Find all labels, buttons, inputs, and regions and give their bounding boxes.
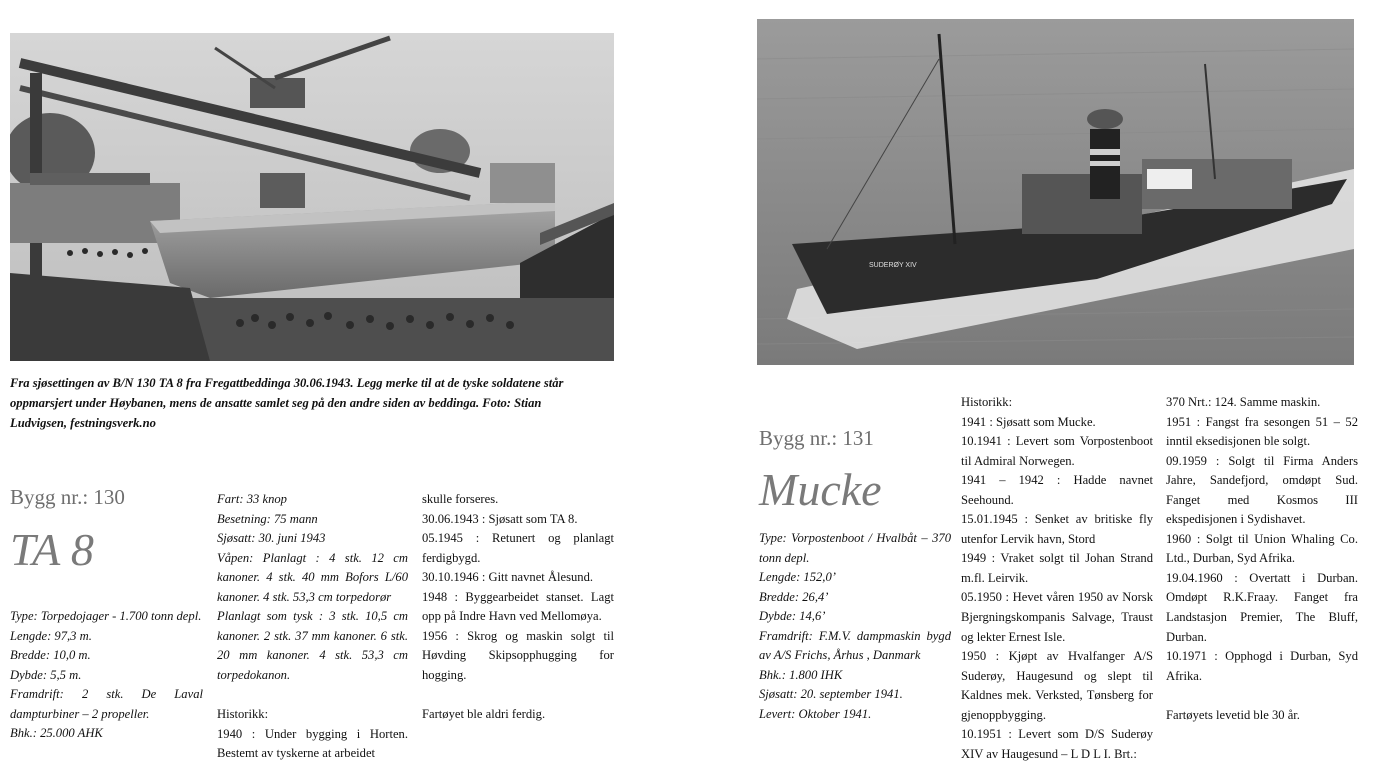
launch-photo — [10, 33, 614, 361]
spec-width: Bredde: 26,4’ — [759, 589, 829, 604]
ship-at-sea-photo — [757, 19, 1354, 365]
spec-depth: Dybde: 5,5 m. — [10, 667, 82, 682]
spec-power: Bhk.: 1.800 IHK — [759, 667, 843, 682]
history-label: Historikk: — [961, 395, 1013, 409]
spec-launched: Sjøsatt: 30. juni 1943 — [217, 531, 326, 546]
spec-length: Lengde: 97,3 m. — [10, 628, 92, 643]
history-item: 1956 : Skrog og maskin solgt til Høvding Skipsopphugging for hogging. — [422, 628, 614, 682]
spec-weapons-german: Planlagt som tysk : 3 stk. 10,5 cm kanoner. 2 stk. 37 mm kanoner. 6 stk. 20 mm kanoner. 4 stk. 53,3 cm torpedokanon. — [217, 609, 408, 682]
build-number-130: Bygg nr.: 130 — [10, 485, 125, 509]
history-item: 1951 : Fangst fra sesongen 51 – 52 inntil eksedisjonen ble solgt. — [1166, 414, 1358, 449]
history-item: 30.06.1943 : Sjøsatt som TA 8. — [422, 511, 578, 526]
history-item: 09.1959 : Solgt til Firma Anders Jahre, Sandefjord, omdøpt Sud. Fanget med Kosmos III ekspedisjonen i Sydishavet. — [1166, 453, 1358, 527]
history-note: Fartøyets levetid ble 30 år. — [1166, 707, 1300, 722]
spec-crew: Besetning: 75 mann — [217, 511, 318, 526]
spec-power: Bhk.: 25.000 AHK — [10, 726, 103, 741]
spec-delivered: Levert: Oktober 1941. — [759, 706, 872, 721]
hull-name-text: SUDERØY XIV — [869, 262, 917, 269]
spec-type: Type: Vorpostenboot / Hvalbåt – 370 tonn depl. — [759, 531, 951, 565]
spec-length: Lengde: 152,0’ — [759, 570, 836, 585]
ta8-history-column — [422, 490, 614, 725]
history-item: skulle forseres. — [422, 492, 499, 506]
mucke-history-column-1 — [961, 393, 1153, 764]
history-note: Fartøyet ble aldri ferdig. — [422, 707, 546, 722]
ta8-details-column — [217, 490, 408, 764]
history-item: 19.04.1960 : Overtatt i Durban. Omdøpt R.K.Fraay. Fanget fra Landstasjon Premier, The Bluff, Durban. — [1166, 570, 1358, 644]
ta8-specs-column — [10, 607, 203, 744]
photo-caption: Fra sjøsettingen av B/N 130 TA 8 fra Fregattbeddinga 30.06.1943. Legg merke til at de tyske soldatene står oppmarsjert under Høybanen, mens de ansatte samlet seg på den andre siden av beddinga. Foto: Stian Ludvigsen, festningsverk.no — [10, 376, 564, 430]
spec-type: Type: Torpedojager - 1.700 tonn depl. — [10, 609, 202, 623]
spec-propulsion: Framdrift: F.M.V. dampmaskin bygd av A/S Frichs, Århus , Danmark — [759, 628, 951, 663]
history-item: 05.1945 : Retunert og planlagt ferdigbygd. — [422, 531, 614, 565]
ship-name-ta8: TA 8 — [10, 524, 94, 575]
launch-photo-graphic — [10, 33, 614, 361]
history-item: 1941 – 1942 : Hadde navnet Seehound. — [961, 473, 1153, 507]
history-item: 1960 : Solgt til Union Whaling Co. Ltd., Durban, Syd Afrika. — [1166, 531, 1358, 566]
mucke-history-column-2 — [1166, 393, 1358, 725]
spec-weapons-planned: Våpen: Planlagt : 4 stk. 12 cm kanoner. 4 stk. 40 mm Bofors L/60 kanoner. 4 stk. 53,3 cm torpedorør — [217, 550, 408, 604]
history-item: 370 Nrt.: 124. Samme maskin. — [1166, 395, 1321, 409]
ship-name-mucke: Mucke — [759, 464, 882, 515]
spec-speed: Fart: 33 knop — [217, 492, 287, 506]
history-label: Historikk: — [217, 707, 269, 722]
history-item: 1948 : Byggearbeidet stanset. Lagt opp på Indre Havn ved Mellomøya. — [422, 589, 614, 624]
mucke-specs-column — [759, 529, 951, 724]
history-item: 30.10.1946 : Gitt navnet Ålesund. — [422, 570, 594, 585]
history-item: 1949 : Vraket solgt til Johan Strand m.fl. Leirvik. — [961, 551, 1153, 585]
history-item: 05.1950 : Hevet våren 1950 av Norsk Bjergningskompanis Salvage, Traust og lekter Ernest Isle. — [961, 590, 1153, 644]
spec-propulsion: Framdrift: 2 stk. De Laval dampturbiner – 2 propeller. — [10, 687, 203, 721]
spec-launched: Sjøsatt: 20. september 1941. — [759, 687, 903, 702]
ship-at-sea-graphic — [757, 19, 1354, 365]
history-item: 1950 : Kjøpt av Hvalfanger A/S Suderøy, Haugesund og slept til Kaldnes mek. Verksted, Tønsberg for gjenoppbygging. — [961, 649, 1153, 722]
history-item: 1941 : Sjøsatt som Mucke. — [961, 414, 1096, 429]
history-1940: 1940 : Under bygging i Horten. Bestemt av tyskerne at arbeidet — [217, 726, 408, 761]
history-item: 10.1951 : Levert som D/S Suderøy XIV av Haugesund – L D L I. Brt.: — [961, 727, 1153, 761]
spec-width: Bredde: 10,0 m. — [10, 648, 91, 663]
history-item: 15.01.1945 : Senket av britiske fly utenfor Lervik havn, Stord — [961, 512, 1153, 546]
spec-depth: Dybde: 14,6’ — [759, 609, 826, 624]
history-item: 10.1971 : Opphogd i Durban, Syd Afrika. — [1166, 649, 1358, 683]
build-number-131: Bygg nr.: 131 — [759, 426, 874, 450]
history-item: 10.1941 : Levert som Vorpostenboot til Admiral Norwegen. — [961, 434, 1153, 468]
